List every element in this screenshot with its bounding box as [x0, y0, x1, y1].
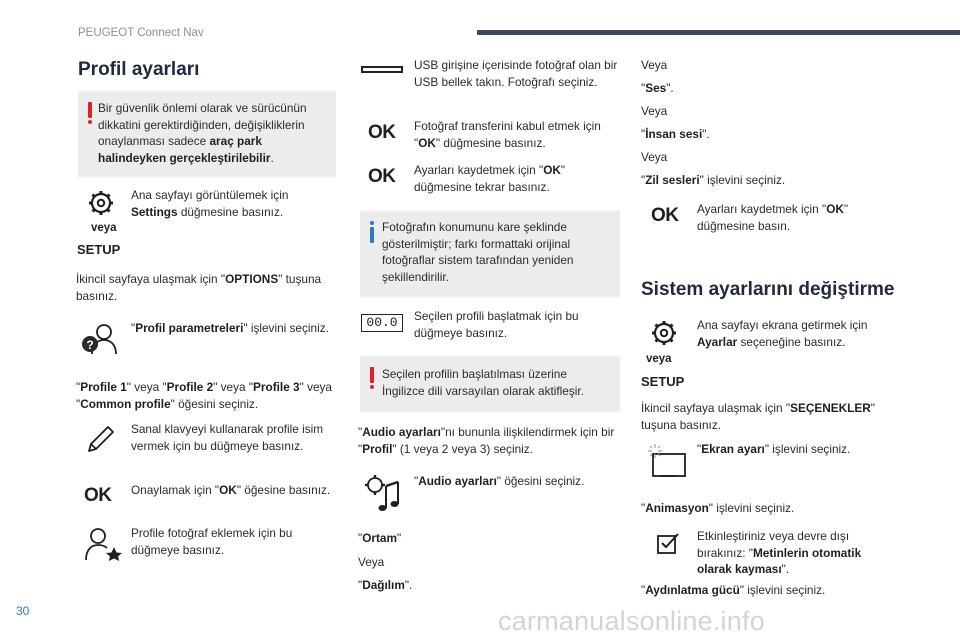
ok-icon: OK [368, 166, 396, 187]
aydinlatma-text: "Aydınlatma gücü" işlevini seçiniz. [641, 583, 826, 597]
ayarlar-step-text: Ana sayfayı ekrana getirmek için Ayarlar seçeneğine basınız. [697, 318, 868, 349]
settings-gear-icon [88, 190, 114, 216]
setup-label: SETUP [77, 242, 121, 257]
warning-icon [370, 367, 374, 383]
veya-text: Veya [641, 150, 668, 164]
ok-icon: OK [84, 485, 112, 506]
confirm-ok-text: Onaylamak için "OK" öğesine basınız. [131, 483, 331, 497]
add-photo-icon [84, 527, 124, 561]
audio-profile-text: "Audio ayarları"nı bununla ilişkilendirmek için bir "Profil" (1 veya 2 veya 3) seçiniz. [358, 425, 615, 456]
settings-step-text: Ana sayfayı görüntülemek için Settings düğmesine basınız. [131, 188, 289, 219]
save-ok-text: Ayarları kaydetmek için "OK" düğmesine tekrar basınız. [414, 163, 566, 194]
warning-text: Bir güvenlik önlemi olarak ve sürücünün dikkatini gerektirdiğinden, değişikliklerin onaylanması sadece araç park halindeyken gerçekleştirilebilir. [98, 101, 307, 165]
warning-box-2 [360, 356, 620, 412]
ok-icon: OK [651, 205, 679, 226]
info-text: Fotoğrafın konumunu kare şeklinde gösterilmiştir; farkı formattaki orijinal fotoğraflar sistem tarafından yeniden şekillendirilir. [382, 220, 574, 284]
animasyon-text: "Animasyon" işlevini seçiniz. [641, 501, 795, 515]
audio-settings-icon [364, 474, 408, 514]
pencil-icon [85, 423, 117, 455]
warning2-text: Seçilen profilin başlatılması üzerine İngilizce dili varsayılan olarak aktifleşir. [382, 367, 584, 398]
ok-icon: OK [368, 122, 396, 143]
save-ok-text-2: Ayarları kaydetmek için "OK" düğmesine basın. [697, 202, 849, 233]
page-number: 30 [16, 604, 30, 618]
watermark: carmanualsonline.info [498, 606, 765, 636]
usb-bar-icon [361, 66, 403, 73]
ses-text: "Ses". [641, 81, 674, 95]
insan-sesi-text: "İnsan sesi". [641, 127, 710, 141]
scroll-text-step: Etkinleştiriniz veya devre dışı bırakınız: "Metinlerin otomatik olarak kayması". [697, 529, 862, 576]
transfer-ok-text: Fotoğraf transferini kabul etmek için "OK" düğmesine basınız. [414, 119, 601, 150]
options-text: İkincil sayfaya ulaşmak için "OPTIONS" tuşuna basınız. [76, 272, 322, 303]
keyboard-step-text: Sanal klavyeyi kullanarak profile isim vermek için bu düğmeye basınız. [131, 422, 324, 453]
ekran-step-text: "Ekran ayarı" işlevini seçiniz. [697, 442, 851, 456]
audio-step-text: "Audio ayarları" öğesini seçiniz. [414, 474, 585, 488]
info-box [360, 211, 620, 297]
header-title: PEUGEOT Connect Nav [78, 27, 204, 39]
veya-label: veya [646, 353, 672, 365]
profile-params-text: "Profil parametreleri" işlevini seçiniz. [131, 321, 329, 335]
veya-text: Veya [641, 104, 668, 118]
zil-sesleri-text: "Zil sesleri" işlevini seçiniz. [641, 173, 786, 187]
checkbox-icon [656, 531, 680, 555]
ortam-text: "Ortam" [358, 531, 402, 545]
info-icon [370, 227, 374, 243]
display-settings-icon [647, 442, 687, 478]
start-profile-text: Seçilen profili başlatmak için bu düğmeye basınız. [414, 309, 579, 340]
usb-step-text: USB girişine içerisinde fotoğraf olan bir USB bellek takın. Fotoğrafı seçiniz. [414, 58, 618, 89]
veya-text: Veya [641, 58, 668, 72]
section-heading-system: Sistem ayarlarını değiştirme [641, 279, 895, 300]
dagilim-text: "Dağılım". [358, 578, 413, 592]
profile-select-text: "Profile 1" veya "Profile 2" veya "Profile 3" veya "Common profile" öğesini seçiniz. [76, 380, 332, 411]
svg-text:?: ? [86, 338, 94, 352]
secenekler-text: İkincil sayfaya ulaşmak için "SEÇENEKLER" tuşuna basınız. [641, 401, 875, 432]
profile-field-icon: 00.0 [361, 314, 403, 332]
veya-text: Veya [358, 555, 385, 569]
photo-step-text: Profile fotoğraf eklemek için bu düğmeye basınız. [131, 526, 293, 557]
profile-help-icon [82, 322, 118, 356]
setup-label: SETUP [641, 374, 685, 389]
warning-icon [88, 102, 92, 118]
header-bar [477, 30, 960, 35]
veya-label: veya [91, 222, 117, 234]
warning-box [78, 91, 336, 177]
section-heading-profile: Profil ayarları [78, 59, 200, 80]
settings-gear-icon [651, 320, 677, 346]
